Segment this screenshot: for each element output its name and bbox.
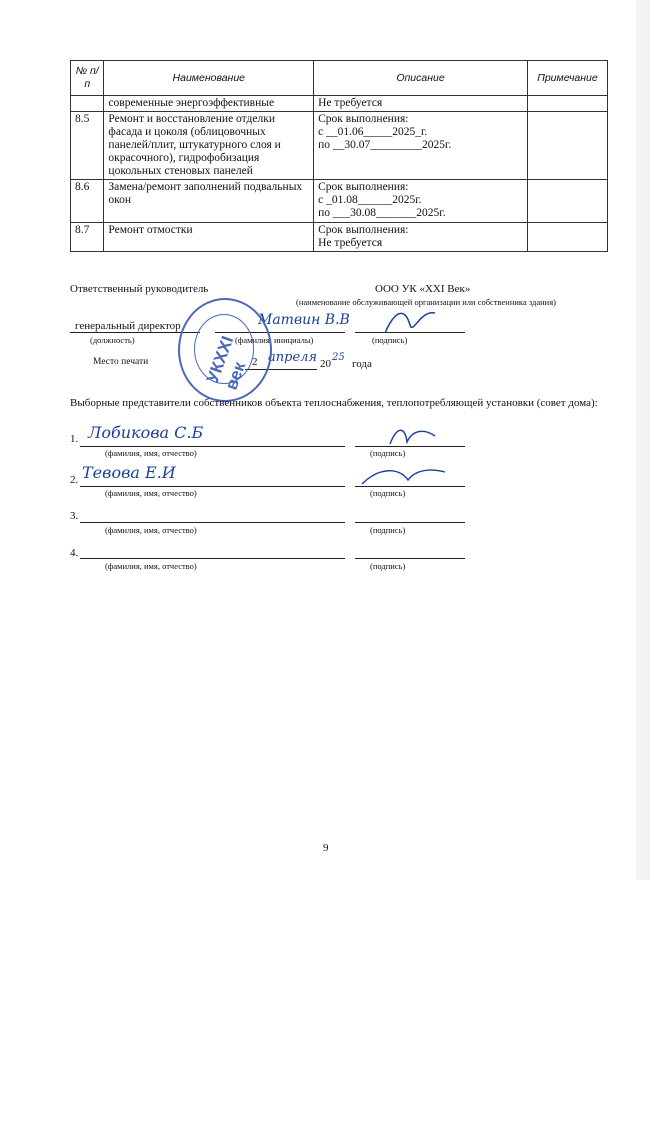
table-row bbox=[71, 96, 608, 112]
handwritten-name: Матвин В.В bbox=[258, 312, 350, 328]
owner-1-name-caption: (фамилия, имя, отчество) bbox=[105, 448, 197, 458]
cell-num bbox=[71, 96, 104, 112]
owner-2-name-caption: (фамилия, имя, отчество) bbox=[105, 488, 197, 498]
page-number: 9 bbox=[323, 842, 329, 854]
cell-name: современные энергоэффективные bbox=[104, 96, 314, 112]
owner-2-sign-caption: (подпись) bbox=[370, 488, 406, 498]
cell-name: Ремонт отмостки bbox=[104, 223, 314, 252]
cell-desc: Срок выполнения: с _01.08______2025г. по ___30.08_______2025г. bbox=[314, 180, 528, 223]
cell-num: 8.6 bbox=[71, 180, 104, 223]
owner-3-name-caption: (фамилия, имя, отчество) bbox=[105, 525, 197, 535]
cell-name: Ремонт и восстановление отделки фасада и цоколя (облицовочных панелей/плит, штукатурного слоя и окрасочного), гидрофобизация цокольных стеновых панелей bbox=[104, 112, 314, 180]
cell-desc: Не требуется bbox=[314, 96, 528, 112]
owner-4-sign-caption: (подпись) bbox=[370, 561, 406, 571]
sign-caption: (подпись) bbox=[372, 335, 408, 345]
table-header-row bbox=[71, 61, 608, 96]
col-header-note: Примечание bbox=[527, 61, 607, 96]
owner-1-num: 1. bbox=[70, 433, 79, 445]
responsible-label: Ответственный руководитель bbox=[70, 283, 209, 295]
company-stamp bbox=[178, 298, 272, 402]
org-caption: (наименование обслуживающей организации или собственника здания) bbox=[296, 297, 556, 307]
owner-4-name-caption: (фамилия, имя, отчество) bbox=[105, 561, 197, 571]
cell-desc: Срок выполнения: с __01.06_____2025_г. по __30.07_________2025г. bbox=[314, 112, 528, 180]
date-year-suffix: 25 bbox=[332, 352, 345, 363]
owner-1-sign-caption: (подпись) bbox=[370, 448, 406, 458]
stamp-label: Место печати bbox=[93, 357, 149, 367]
page-edge bbox=[636, 0, 650, 880]
date-word: года bbox=[352, 358, 372, 370]
cell-note bbox=[527, 112, 607, 180]
signature-owner-1 bbox=[385, 424, 445, 448]
table-row bbox=[71, 180, 608, 223]
position-value: генеральный директор bbox=[75, 320, 181, 332]
name-caption: (фамилия, инициалы) bbox=[235, 335, 314, 345]
owner-2-num: 2. bbox=[70, 474, 79, 486]
date-month: апреля bbox=[268, 350, 318, 365]
works-table bbox=[70, 60, 608, 252]
signature-owner-2 bbox=[360, 464, 450, 488]
table-row bbox=[71, 112, 608, 180]
cell-note bbox=[527, 96, 607, 112]
table-row bbox=[71, 223, 608, 252]
owners-intro: Выборные представители собственников объекта теплоснабжения, теплопотребляющей установки (совет дома): bbox=[70, 397, 598, 409]
owner-2-name: Тевова Е.И bbox=[82, 463, 176, 482]
signature-director bbox=[380, 305, 440, 337]
owner-1-name: Лобикова С.Б bbox=[88, 423, 204, 442]
owner-3-sign-caption: (подпись) bbox=[370, 525, 406, 535]
org-name: ООО УК «XXI Век» bbox=[375, 283, 471, 295]
date-day: 2 bbox=[252, 356, 258, 368]
owner-4-num: 4. bbox=[70, 547, 79, 559]
cell-num: 8.7 bbox=[71, 223, 104, 252]
cell-desc: Срок выполнения: Не требуется bbox=[314, 223, 528, 252]
col-header-num: № п/п bbox=[71, 61, 104, 96]
stamp-text: УКXXI век bbox=[202, 333, 250, 393]
cell-note bbox=[527, 180, 607, 223]
col-header-name: Наименование bbox=[104, 61, 314, 96]
cell-num: 8.5 bbox=[71, 112, 104, 180]
cell-name: Замена/ремонт заполнений подвальных окон bbox=[104, 180, 314, 223]
position-caption: (должность) bbox=[90, 335, 135, 345]
owner-3-num: 3. bbox=[70, 510, 79, 522]
date-year-prefix: 20 bbox=[320, 358, 331, 370]
cell-note bbox=[527, 223, 607, 252]
col-header-desc: Описание bbox=[314, 61, 528, 96]
